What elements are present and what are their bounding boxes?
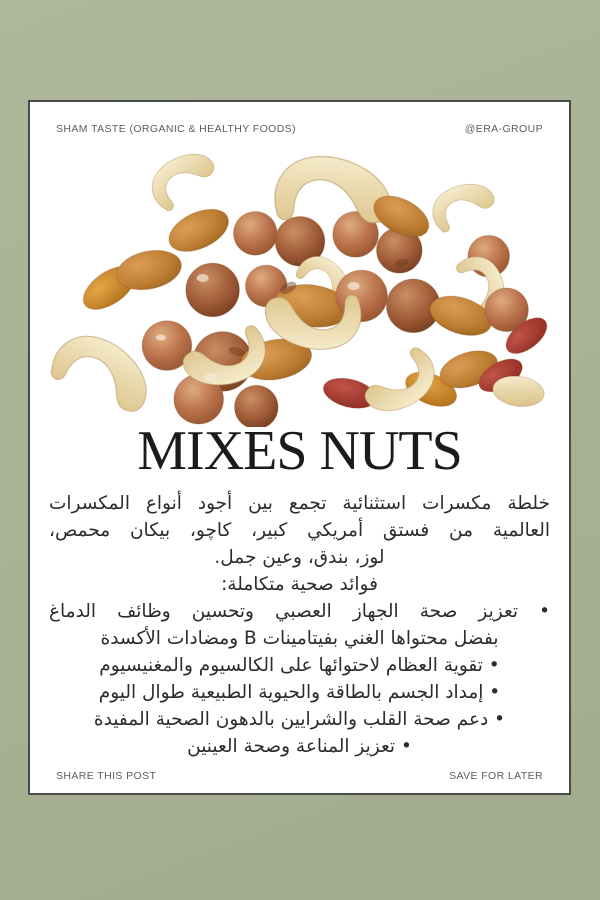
description-line: لوز، بندق، وعين جمل. (214, 546, 385, 568)
handle-text: @ERA-GROUP (464, 123, 543, 135)
benefit-bullet: • إمداد الجسم بالطاقة والحيوية الطبيعية طوال اليوم (98, 681, 501, 703)
mixed-nuts-photo (50, 139, 550, 427)
card-header (30, 102, 569, 135)
benefit-bullet: • تعزيز صحة الجهاز العصبي وتحسين وظائف الدماغ (49, 600, 550, 622)
poster-title: MIXES NUTS (137, 420, 462, 482)
description-line: فوائد صحية متكاملة: (221, 573, 378, 595)
share-this-post-text: SHARE THIS POST (56, 770, 157, 782)
description-line: العالمية من فستق أمريكي كبير، كاچو، بيكان محمص، (49, 519, 550, 541)
benefit-bullet: • تقوية العظام لاحتوائها على الكالسيوم والمغنيسيوم (99, 654, 500, 676)
card-footer (56, 770, 543, 782)
description-block (30, 490, 569, 760)
benefit-bullet: • تعزيز المناعة وصحة العينين (187, 735, 412, 757)
brand-text: SHAM TASTE (ORGANIC & HEALTHY FOODS) (56, 123, 296, 135)
benefit-bullet-continuation: بفضل محتواها الغني بفيتامينات B ومضادات الأكسدة (100, 627, 499, 649)
save-for-later-text: SAVE FOR LATER (449, 770, 543, 782)
poster-card (28, 100, 571, 795)
description-line: خلطة مكسرات استثنائية تجمع بين أجود أنواع المكسرات (49, 492, 550, 514)
benefit-bullet: • دعم صحة القلب والشرايين بالدهون الصحية المفيدة (93, 708, 506, 730)
